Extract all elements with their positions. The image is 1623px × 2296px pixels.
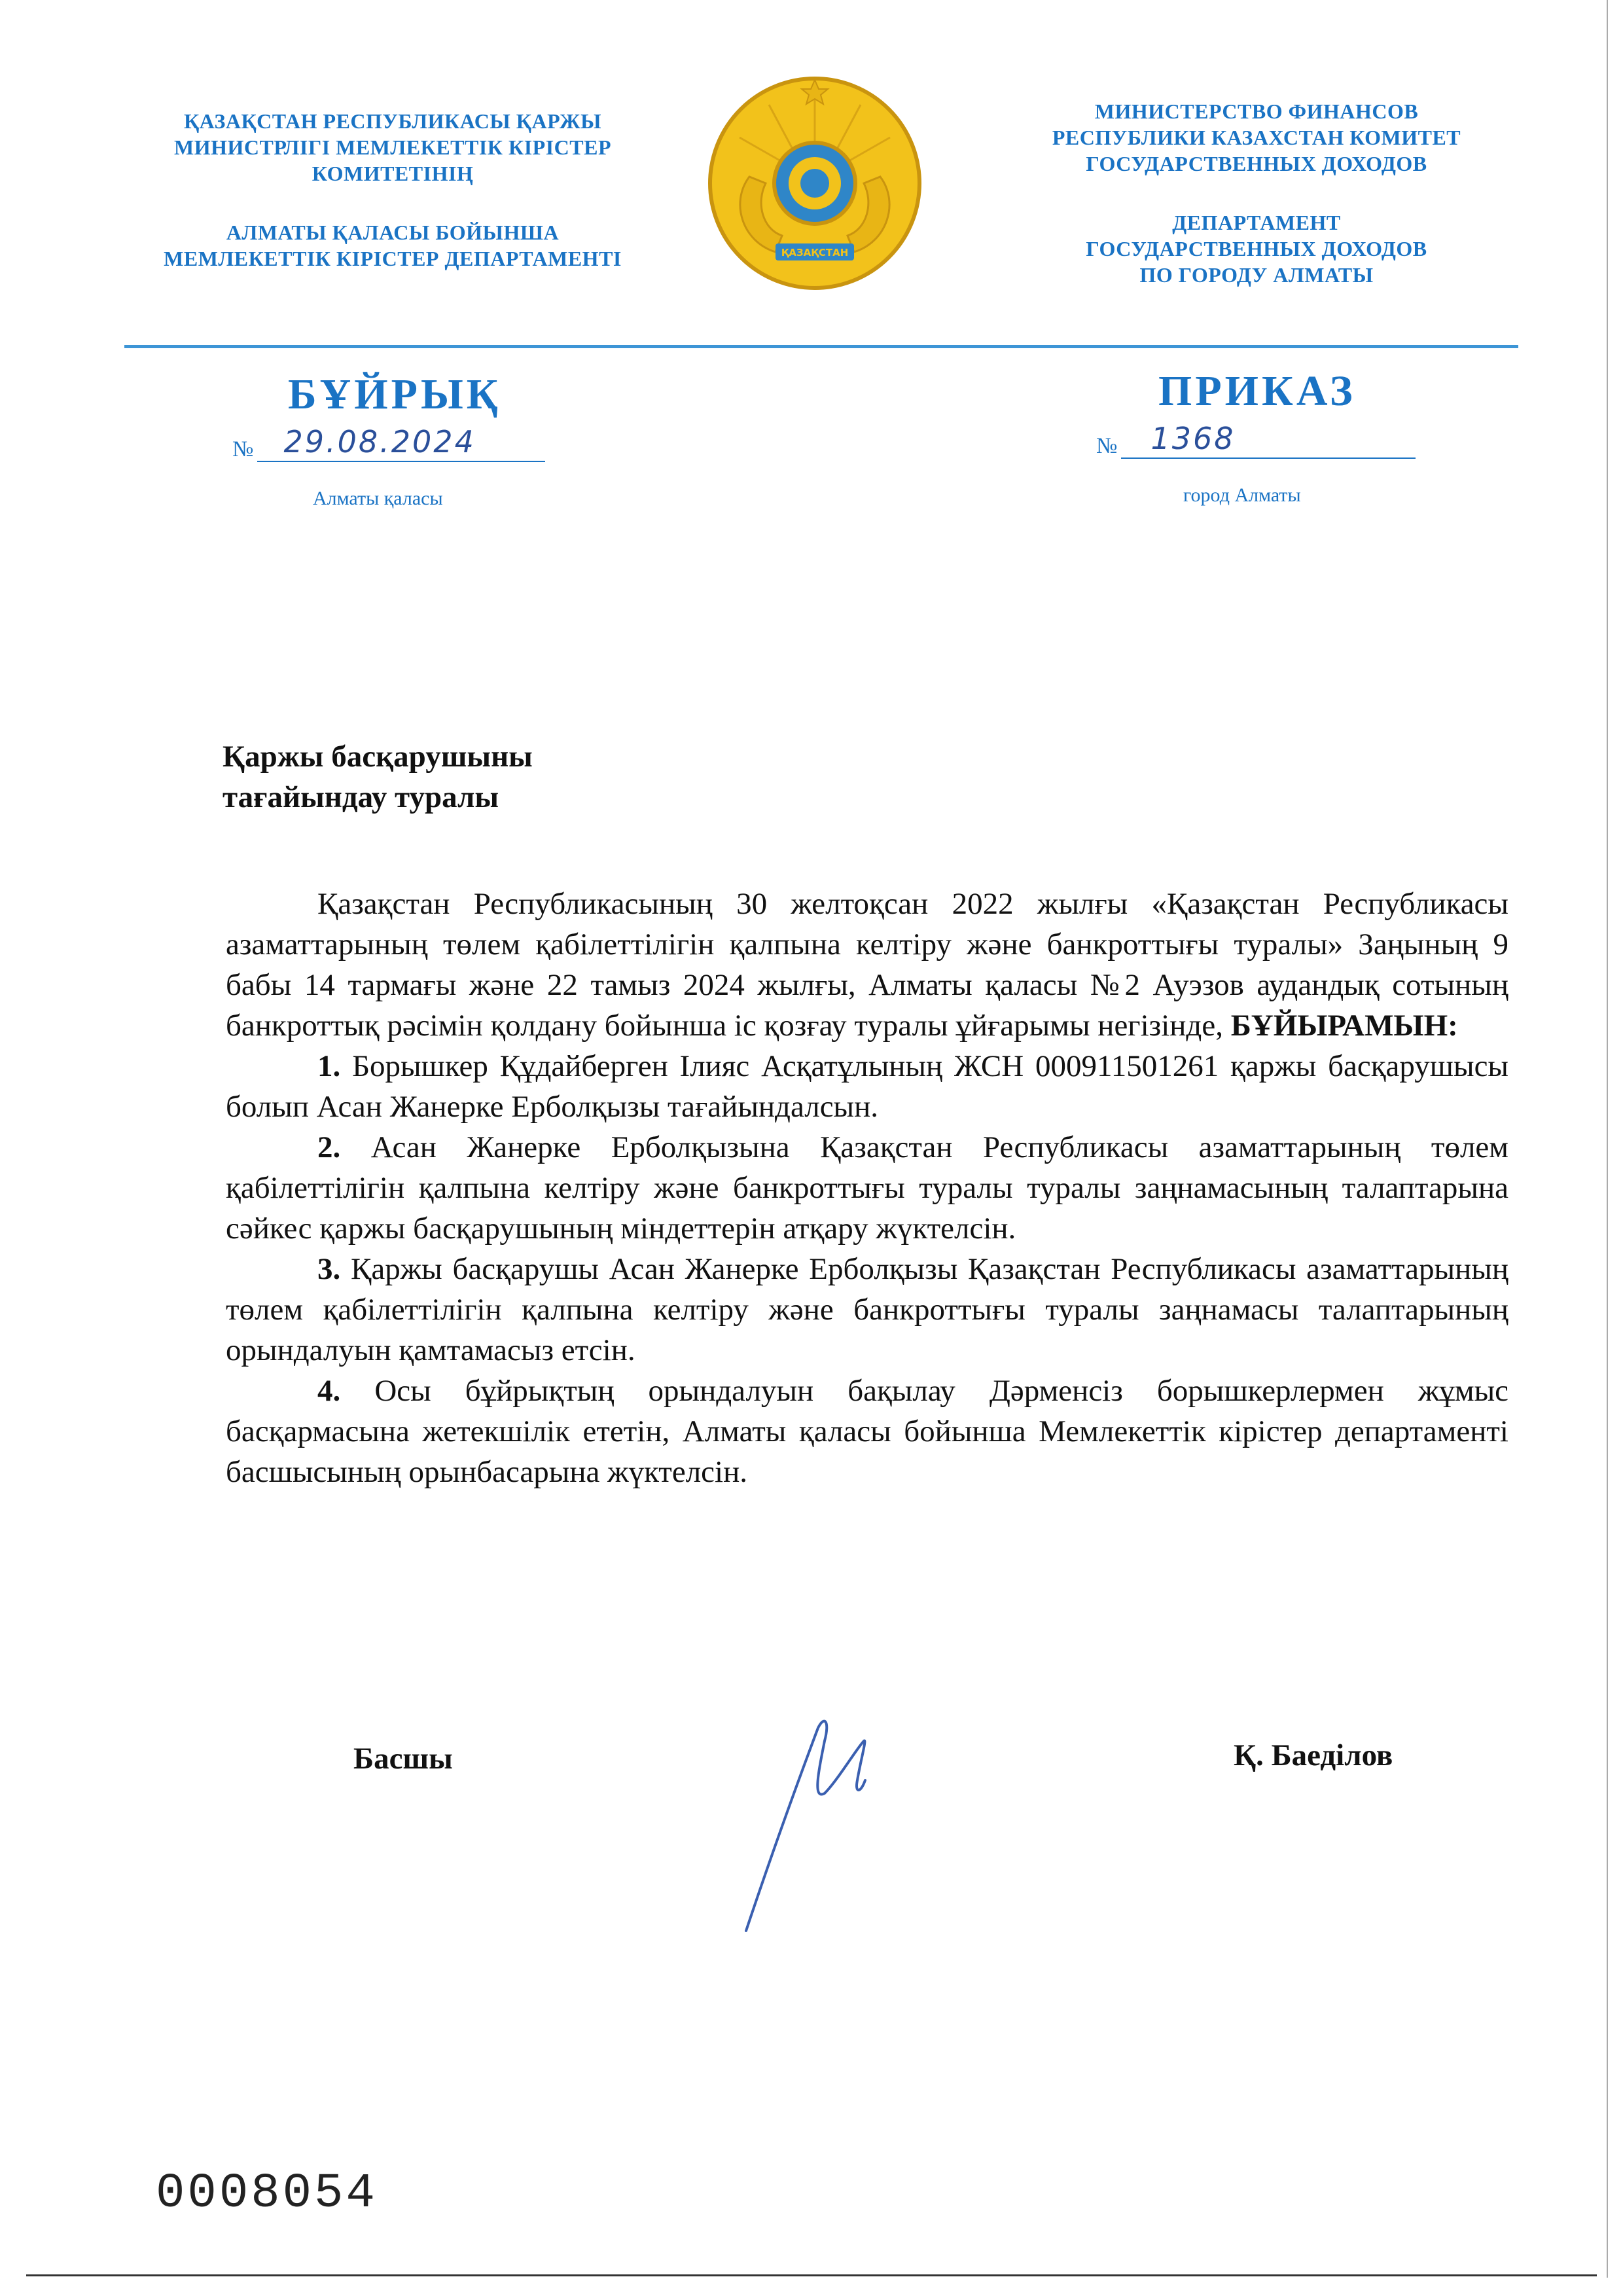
preamble-paragraph (226, 884, 1508, 1046)
header-kz-department-line2: МЕМЛЕКЕТТІК КІРІСТЕР ДЕПАРТАМЕНТІ (164, 247, 622, 270)
header-ru-committee-line1: МИНИСТЕРСТВО ФИНАНСОВ (1094, 99, 1419, 123)
number-sign-left: № (232, 437, 254, 461)
document-subject (223, 736, 533, 817)
item-3-text: Қаржы басқарушы Асан Жанерке Ерболқызы Қазақстан Республикасы азаматтарының төлем қабілеттілігін қалпына келтіру және банкроттығы туралы заңнамасы талаптарының орындалуын қамтамасыз етсін. (226, 1252, 1508, 1367)
date-field-line (257, 424, 545, 462)
header-kz-committee-line2: МИНИСТРЛІГІ МЕМЛЕКЕТТІК КІРІСТЕР (173, 135, 611, 159)
item-2 (226, 1127, 1508, 1249)
header-ru-block (988, 98, 1525, 288)
order-date-row (232, 424, 545, 462)
signatory-position: Басшы (353, 1742, 453, 1776)
header-divider (124, 345, 1518, 348)
item-4-number: 4. (317, 1374, 341, 1408)
blank-serial-number: 0008054 (156, 2166, 378, 2221)
order-title-kz: БҰЙРЫҚ (288, 370, 501, 418)
handwritten-signature (726, 1702, 897, 1937)
page-edge-bottom (26, 2274, 1597, 2276)
header-kz-committee-line1: ҚАЗАҚСТАН РЕСПУБЛИКАСЫ ҚАРЖЫ (183, 109, 602, 133)
order-word: БҰЙЫРАМЫН: (1230, 1009, 1458, 1043)
city-ru: город Алматы (1183, 484, 1301, 506)
handwritten-date: 29.08.2024 (283, 424, 476, 459)
item-3 (226, 1249, 1508, 1371)
item-1-text: Борышкер Құдайберген Ілияс Асқатұлының ЖСН 000911501261 қаржы басқарушысы болып Асан Жанерке Ерболқызы тағайындалсын. (226, 1049, 1509, 1124)
item-1-number: 1. (317, 1049, 341, 1083)
item-4-text: Осы бұйрықтың орындалуын бақылау Дәрменсіз борышкерлермен жұмыс басқармасына жетекшілік ететін, Алматы қаласы бойынша Мемлекеттік кірістер департаменті басшысының орынбасарына жүктелсін. (226, 1374, 1509, 1489)
emblem-graphic (704, 72, 926, 295)
header-kz-department-line1: АЛМАТЫ ҚАЛАСЫ БОЙЫНША (226, 221, 560, 244)
signatory-name: Қ. Баеділов (1234, 1738, 1393, 1772)
item-4 (226, 1371, 1508, 1492)
number-sign-right: № (1096, 434, 1118, 458)
subject-line-1: Қаржы басқарушыны (223, 740, 533, 774)
signature-stroke (726, 1702, 897, 1937)
emblem-text: ҚАЗАҚСТАН (781, 247, 849, 259)
order-number-row (1096, 421, 1416, 459)
header-ru-committee-line3: ГОСУДАРСТВЕННЫХ ДОХОДОВ (1086, 152, 1427, 175)
header-kz-block (111, 108, 674, 272)
item-2-text: Асан Жанерке Ерболқызына Қазақстан Республикасы азаматтарының төлем қабілеттілігін қалпына келтіру және банкроттығы туралы туралы заңнамасының талаптарына сәйкес қаржы басқарушының міндеттерін атқару жүктелсін. (226, 1130, 1508, 1246)
number-field-line (1121, 421, 1416, 459)
header-kz-committee-line3: КОМИТЕТІНІҢ (312, 162, 474, 185)
handwritten-number: 1368 (1150, 421, 1236, 456)
item-1 (226, 1046, 1508, 1127)
city-kz: Алматы қаласы (313, 488, 443, 509)
header-ru-department-line1: ДЕПАРТАМЕНТ (1172, 211, 1341, 234)
state-emblem (704, 72, 926, 295)
header-ru-committee-line2: РЕСПУБЛИКИ КАЗАХСТАН КОМИТЕТ (1052, 126, 1461, 149)
header-ru-department-line3: ПО ГОРОДУ АЛМАТЫ (1139, 263, 1374, 287)
preamble-text: Қазақстан Республикасының 30 желтоқсан 2022 жылғы «Қазақстан Республикасы азаматтарының төлем қабілеттілігін қалпына келтіру және банкроттығы туралы» Заңының 9 бабы 14 тармағы және 22 тамыз 2024 жылғы, Алматы қаласы №2 Ауэзов аудандық сотының банкроттық рәсімін қолдану бойынша іс қозғау туралы ұйғарымы негізінде, (226, 887, 1508, 1043)
header-ru-department-line2: ГОСУДАРСТВЕННЫХ ДОХОДОВ (1086, 237, 1427, 260)
item-3-number: 3. (317, 1252, 341, 1286)
page-edge-right (1607, 0, 1608, 2278)
order-title-ru: ПРИКАЗ (1158, 367, 1356, 415)
subject-line-2: тағайындау туралы (223, 780, 499, 814)
document-body (226, 884, 1508, 1492)
item-2-number: 2. (317, 1130, 341, 1164)
